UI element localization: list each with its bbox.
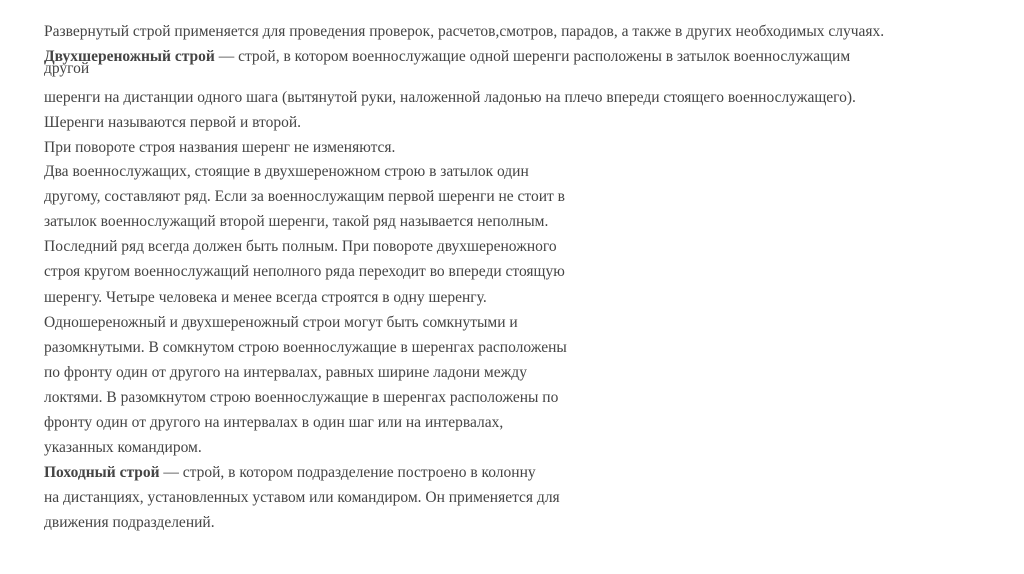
paragraph-line: другому, составляют ряд. Если за военнослужащим первой шеренги не стоит в: [44, 188, 566, 205]
paragraph-line: При повороте строя названия шеренг не изменяются.: [44, 139, 396, 156]
paragraph-line: фронту один от другого на интервалах в один шаг или на интервалах,: [44, 414, 504, 431]
paragraph-line: другой: [44, 60, 90, 77]
paragraph-line: шеренгу. Четыре человека и менее всегда строятся в одну шеренгу.: [44, 289, 487, 306]
paragraph-text: — строй, в котором военнослужащие одной шеренги расположены в затылок военнослужащим: [214, 48, 851, 65]
paragraph-line: шеренги на дистанции одного шага (вытянутой руки, наложенной ладонью на плечо впереди стоящего военнослужащего).: [44, 89, 856, 106]
paragraph-line: затылок военнослужащий второй шеренги, такой ряд называется неполным.: [44, 213, 549, 230]
paragraph-line: локтями. В разомкнутом строю военнослужащие в шеренгах расположены по: [44, 389, 559, 406]
paragraph-line: указанных командиром.: [44, 439, 202, 456]
paragraph-line: Два военнослужащих, стоящие в двухшереножном строю в затылок один: [44, 163, 529, 180]
paragraph-text: — строй, в котором подразделение построено в колонну: [159, 464, 536, 481]
paragraph-line: [44, 464, 536, 482]
paragraph-line: Одношереножный и двухшереножный строи могут быть сомкнутыми и: [44, 314, 518, 331]
paragraph-line: по фронту один от другого на интервалах, равных ширине ладони между: [44, 364, 527, 381]
term-heading: Походный строй: [44, 464, 160, 481]
paragraph-line: строя кругом военнослужащий неполного ряда переходит во впереди стоящую: [44, 263, 565, 280]
paragraph-line: Последний ряд всегда должен быть полным. При повороте двухшереножного: [44, 238, 557, 255]
paragraph-line: Шеренги называются первой и второй.: [44, 114, 302, 131]
paragraph-line: Развернутый строй применяется для проведения проверок, расчетов,смотров, парадов, а также в других необходимых случаях.: [44, 23, 885, 40]
paragraph-line: [44, 48, 850, 66]
paragraph-line: разомкнутыми. В сомкнутом строю военнослужащие в шеренгах расположены: [44, 339, 567, 356]
paragraph-line: на дистанциях, установленных уставом или командиром. Он применяется для: [44, 489, 560, 506]
term-heading: Двухшереножный строй: [44, 48, 215, 65]
paragraph-line: движения подразделений.: [44, 514, 215, 531]
